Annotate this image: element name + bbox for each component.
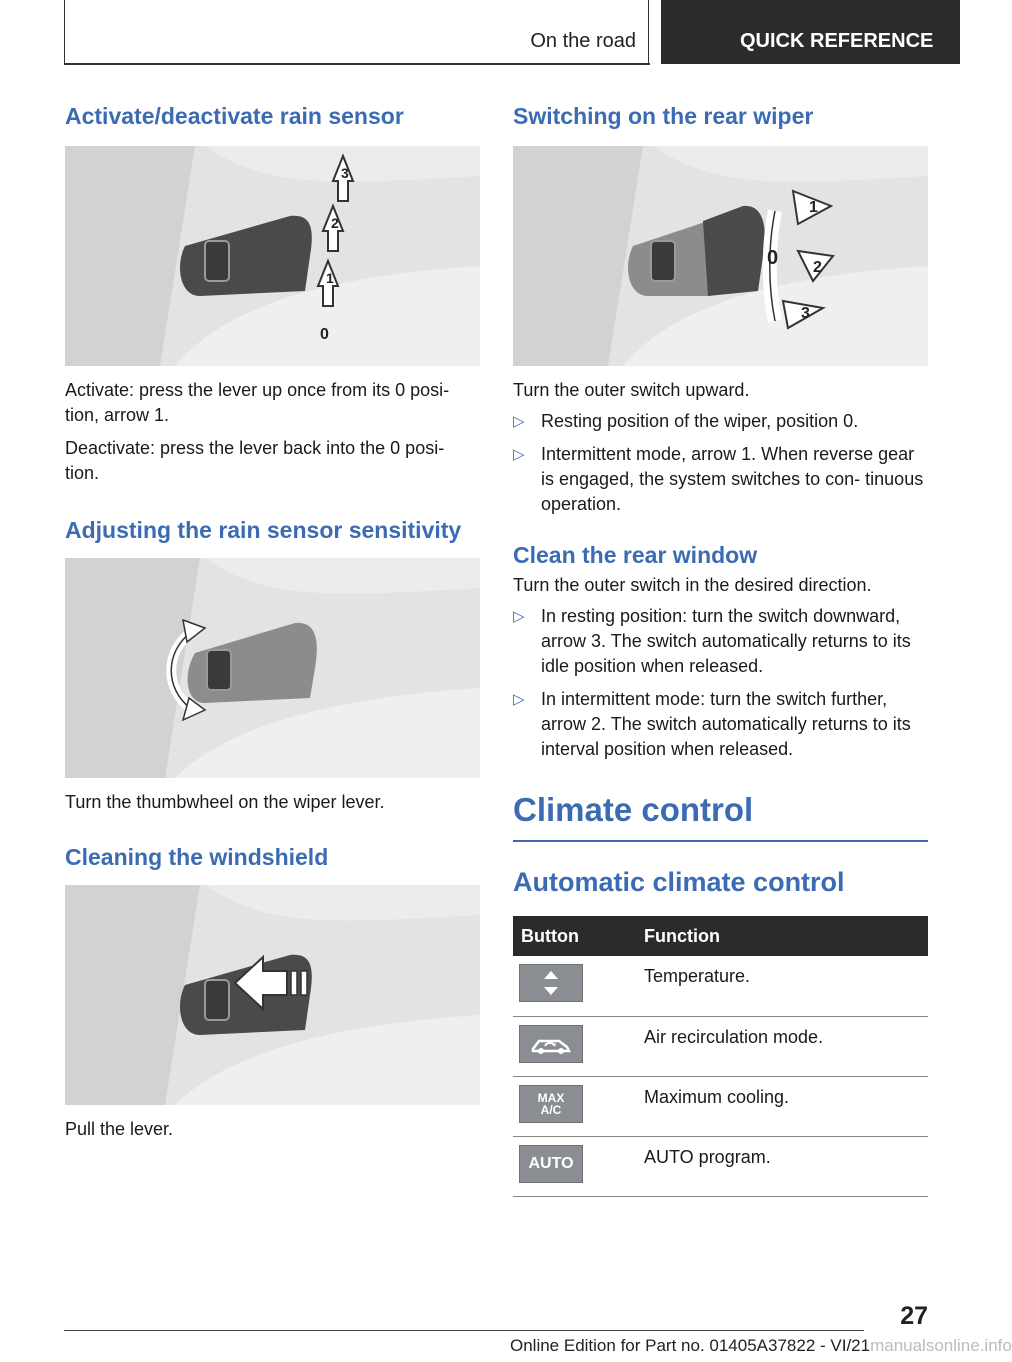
table-header-row	[513, 916, 928, 956]
auto-label: AUTO	[528, 1155, 574, 1172]
climate-chapter-title: Climate control	[513, 788, 928, 842]
rear-wiper-bullets	[513, 409, 928, 517]
rear-window-bullets	[513, 604, 928, 762]
rain-fig-label-2: 2	[331, 215, 339, 231]
function-cell: Air recirculation mode.	[636, 1016, 928, 1076]
rear-fig-label-3: 3	[801, 305, 810, 322]
rear-wiper-heading: Switching on the rear wiper	[513, 103, 814, 129]
recirculation-icon[interactable]	[519, 1025, 583, 1063]
rear-window-heading: Clean the rear window	[513, 542, 758, 568]
rear-window-intro: Turn the outer switch in the desired direction.	[513, 575, 872, 595]
rear-fig-label-2: 2	[813, 259, 822, 276]
rear-fig-label-1: 1	[809, 199, 818, 216]
left-column	[65, 100, 480, 1142]
climate-subtitle: Automatic climate control	[513, 867, 845, 897]
windshield-text: Pull the lever.	[65, 1119, 174, 1139]
list-item: ▷ In resting position: turn the switch downward, arrow 3. The switch automatically returns to its idle position when released.	[513, 606, 911, 676]
header-tab-rule	[648, 0, 649, 64]
list-item: ▷ Resting position of the wiper, position 0.	[513, 409, 928, 434]
header-chapter-tab[interactable]: QUICK REFERENCE	[661, 0, 960, 64]
triangle-bullet-icon: ▷	[513, 691, 525, 708]
triangle-bullet-icon: ▷	[513, 413, 525, 430]
sensitivity-heading: Adjusting the rain sensor sensitivity	[65, 517, 462, 543]
max-ac-label-line1: MAX	[537, 1090, 565, 1105]
table-row	[513, 956, 928, 1016]
footer-edition: Online Edition for Part no. 01405A37822 - VI/21manualsonline.info	[510, 1336, 1012, 1355]
rain-sensor-figure	[65, 146, 480, 366]
max-ac-label-line2: A/C	[540, 1102, 562, 1117]
rain-sensor-heading: Activate/deactivate rain sensor	[65, 103, 404, 129]
table-row	[513, 1136, 928, 1196]
footer-rule	[64, 1330, 864, 1331]
rear-wiper-figure	[513, 146, 928, 366]
list-item: ▷ Intermittent mode, arrow 1. When reverse gear is engaged, the system switches to con- tinuous operation.	[513, 444, 924, 514]
col-header-button: Button	[513, 916, 636, 956]
triangle-bullet-icon: ▷	[513, 608, 525, 625]
function-cell: AUTO program.	[636, 1136, 928, 1196]
page-number: 27	[900, 1302, 928, 1330]
rear-fig-label-0: 0	[767, 247, 779, 269]
triangle-bullet-icon: ▷	[513, 446, 525, 463]
climate-table	[513, 916, 928, 1197]
rear-wiper-intro: Turn the outer switch upward.	[513, 380, 750, 400]
windshield-heading: Cleaning the windshield	[65, 844, 329, 870]
rain-fig-label-1: 1	[326, 270, 334, 286]
header-bottom-rule	[64, 63, 650, 65]
table-row	[513, 1016, 928, 1076]
footer-watermark: manualsonline.info	[870, 1336, 1012, 1355]
sensitivity-figure	[65, 558, 480, 778]
max-ac-icon[interactable]	[519, 1085, 583, 1123]
header-section-label: On the road	[530, 30, 636, 52]
temperature-arrows-icon[interactable]	[519, 964, 583, 1002]
function-cell: Temperature.	[636, 956, 928, 1016]
right-column	[513, 100, 928, 1197]
function-cell: Maximum cooling.	[636, 1076, 928, 1136]
sensitivity-text: Turn the thumbwheel on the wiper lever.	[65, 792, 385, 812]
rain-sensor-activate-text: Activate: press the lever up once from its 0 posi- tion, arrow 1.	[65, 380, 450, 425]
header-left-rule	[64, 0, 65, 64]
list-item: ▷ In intermittent mode: turn the switch further, arrow 2. The switch automatically returns to its interval position when released.	[513, 689, 911, 759]
rain-fig-label-0: 0	[320, 326, 329, 343]
rain-sensor-deactivate-text: Deactivate: press the lever back into the 0 posi- tion.	[65, 438, 445, 483]
windshield-figure	[65, 885, 480, 1105]
rain-fig-label-3: 3	[341, 165, 349, 181]
col-header-function: Function	[636, 916, 928, 956]
auto-icon[interactable]	[519, 1145, 583, 1183]
table-row	[513, 1076, 928, 1136]
